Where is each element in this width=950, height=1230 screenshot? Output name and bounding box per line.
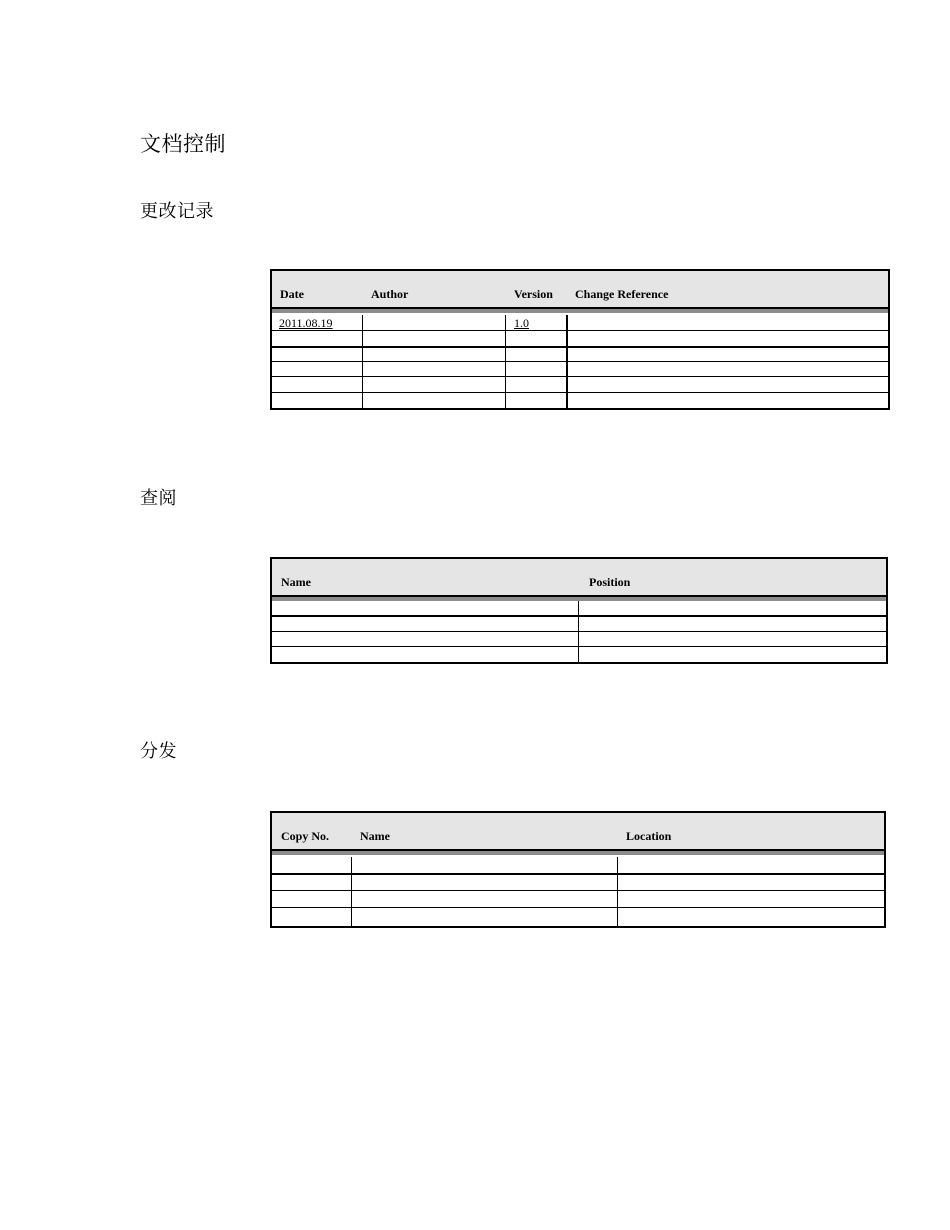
change-record-table (270, 269, 890, 410)
change-record-heading: 更改记录 (140, 201, 214, 221)
header-separator (272, 309, 888, 313)
table-row (272, 646, 886, 663)
column-header-copy-no: Copy No. (281, 829, 330, 843)
column-header-name: Name (281, 575, 311, 589)
review-table (270, 557, 888, 664)
table-row (272, 601, 886, 615)
table-body (272, 315, 888, 408)
column-header-position: Position (589, 575, 631, 589)
column-header-location: Location (626, 829, 672, 843)
document-title: 文档控制 (140, 132, 226, 156)
table-header (272, 271, 888, 309)
distribution-table (270, 811, 886, 928)
distribution-heading: 分发 (140, 741, 177, 761)
cell-version: 1.0 (514, 316, 529, 330)
column-header-version: Version (514, 287, 553, 301)
table-row (272, 857, 884, 873)
table-header (272, 559, 886, 597)
table-body (272, 601, 886, 662)
table-header (272, 813, 884, 851)
column-header-date: Date (280, 287, 304, 301)
table-row (272, 376, 888, 393)
table-row (272, 330, 888, 347)
cell-date: 2011.08.19 (279, 316, 333, 330)
header-separator (272, 851, 884, 855)
table-row (272, 315, 888, 330)
column-header-name: Name (360, 829, 390, 843)
table-row (272, 392, 888, 409)
table-row (272, 907, 884, 926)
review-heading: 查阅 (140, 488, 177, 508)
column-header-change-reference: Change Reference (575, 287, 669, 301)
table-row (272, 361, 888, 377)
table-body (272, 857, 884, 926)
table-row (272, 890, 884, 908)
table-row (272, 631, 886, 647)
column-header-author: Author (371, 287, 409, 301)
